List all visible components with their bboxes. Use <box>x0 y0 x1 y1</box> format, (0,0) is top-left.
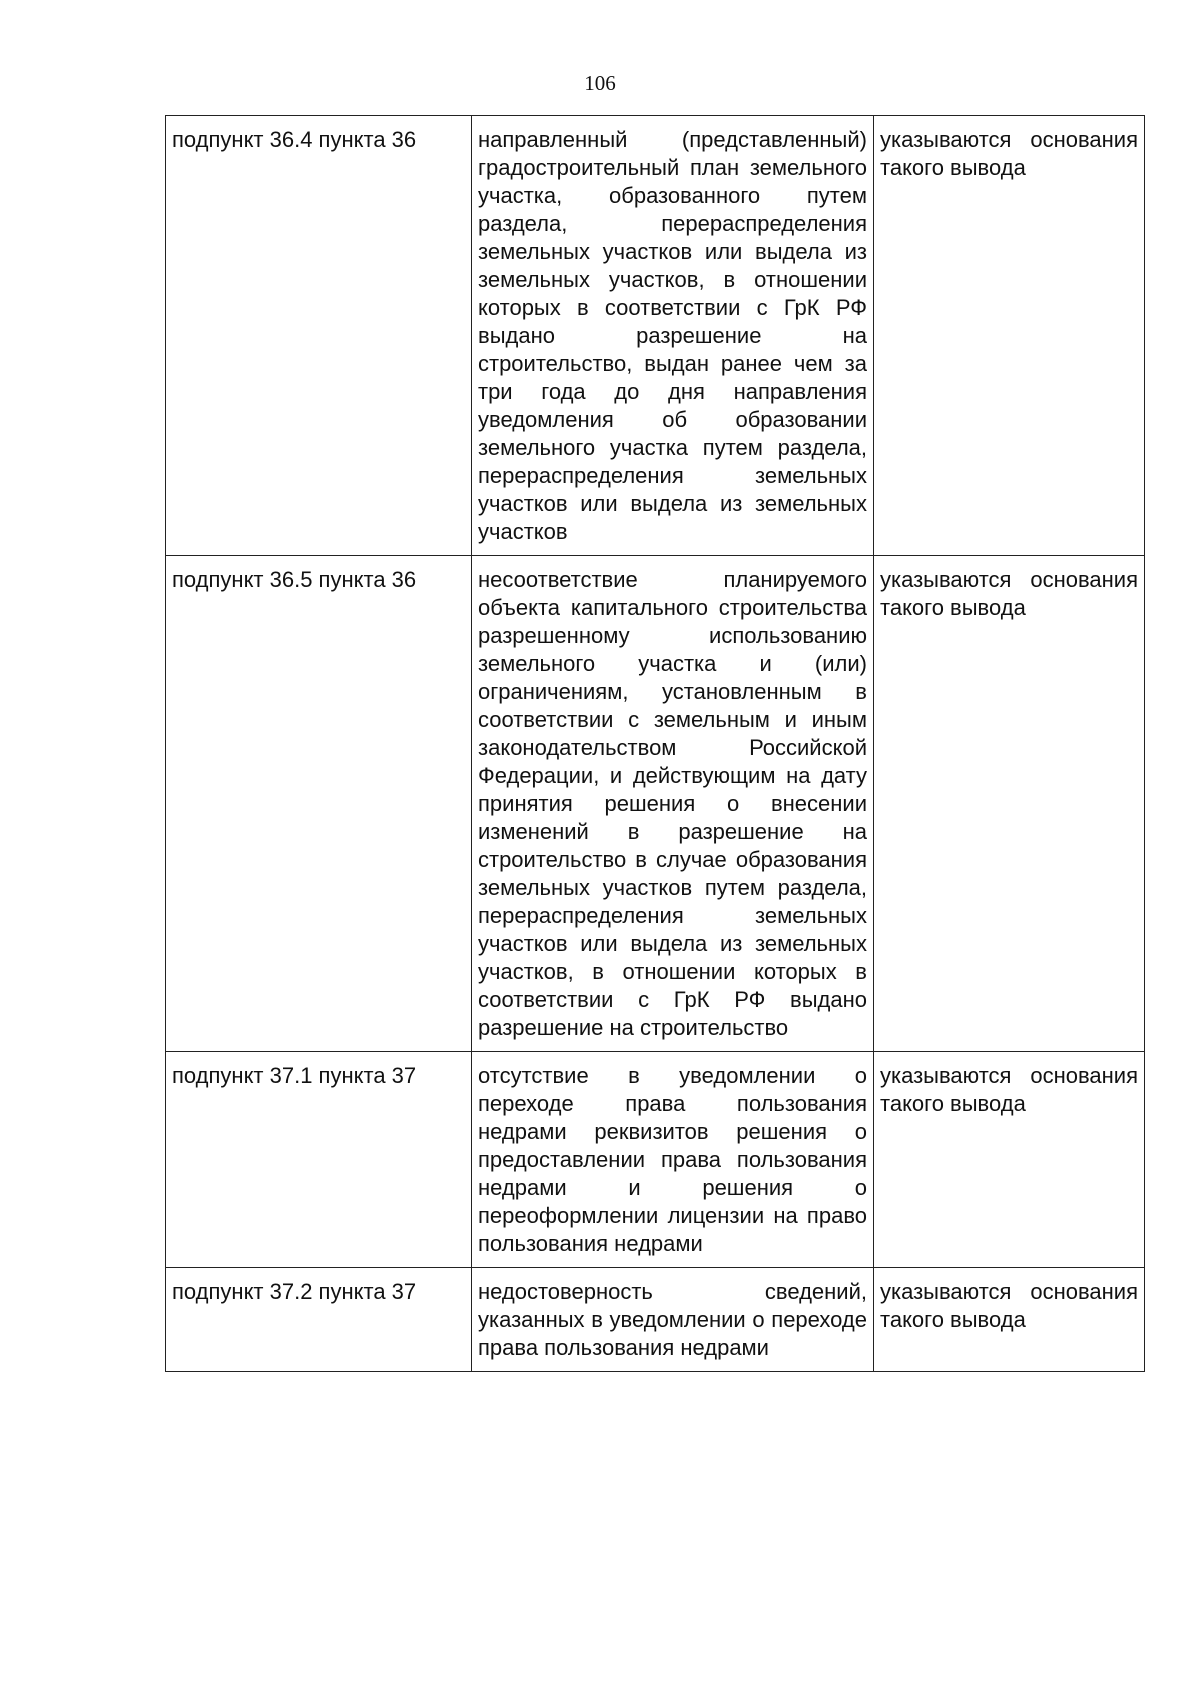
table-cell-reference: подпункт 37.2 пункта 37 <box>166 1268 472 1372</box>
table-row <box>166 116 1145 556</box>
table-cell-reference: подпункт 37.1 пункта 37 <box>166 1052 472 1268</box>
table-row <box>166 1052 1145 1268</box>
table-cell-note: указываются основания такого вывода <box>874 1268 1145 1372</box>
table-cell-reference: подпункт 36.4 пункта 36 <box>166 116 472 556</box>
table-cell-description: недостоверность сведений, указанных в уведомлении о переходе права пользования недрами <box>472 1268 874 1372</box>
table-cell-note: указываются основания такого вывода <box>874 556 1145 1052</box>
table-cell-description: отсутствие в уведомлении о переходе права пользования недрами реквизитов решения о предоставлении права пользования недрами и решения о переоформлении лицензии на право пользования недрами <box>472 1052 874 1268</box>
table-cell-reference: подпункт 36.5 пункта 36 <box>166 556 472 1052</box>
table-cell-note: указываются основания такого вывода <box>874 116 1145 556</box>
grounds-table <box>165 115 1145 1372</box>
table-row <box>166 1268 1145 1372</box>
table-row <box>166 556 1145 1052</box>
page-number: 106 <box>584 71 616 95</box>
table-cell-description: направленный (представленный) градостроительный план земельного участка, образованного путем раздела, перераспределения земельных участков или выдела из земельных участков, в отношении которых в соответствии с ГрК РФ выдано разрешение на строительство, выдан ранее чем за три года до дня направления уведомления об образовании земельного участка путем раздела, перераспределения земельных участков или выдела из земельных участков <box>472 116 874 556</box>
table-cell-description: несоответствие планируемого объекта капитального строительства разрешенному использованию земельного участка и (или) ограничениям, установленным в соответствии с земельным и иным законодательством Российской Федерации, и действующим на дату принятия решения о внесении изменений в разрешение на строительство в случае образования земельных участков путем раздела, перераспределения земельных участков или выдела из земельных участков, в отношении которых в соответствии с ГрК РФ выдано разрешение на строительство <box>472 556 874 1052</box>
table-cell-note: указываются основания такого вывода <box>874 1052 1145 1268</box>
